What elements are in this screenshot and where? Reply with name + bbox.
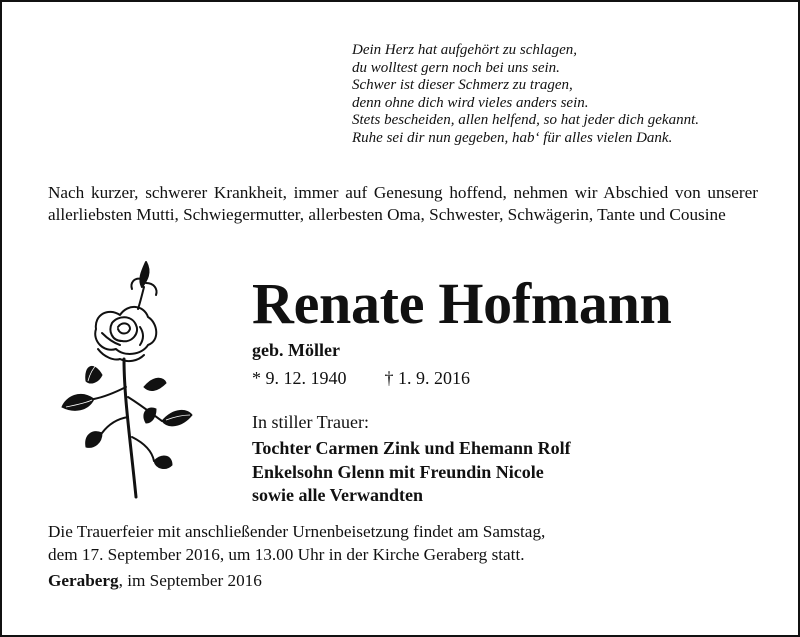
poem-line: Ruhe sei dir nun gegeben, hab‘ für alles vielen Dank.: [352, 129, 673, 146]
poem-line: Dein Herz hat aufgehört zu schlagen,: [352, 42, 577, 58]
rose-icon: [58, 257, 198, 507]
poem: [352, 42, 772, 148]
place-date: , im September 2016: [118, 571, 262, 590]
poem-line: Schwer ist dieser Schmerz zu tragen,: [352, 77, 573, 94]
place-date-line: [48, 571, 262, 591]
mourner-line: Tochter Carmen Zink und Ehemann Rolf: [252, 438, 571, 458]
service-line: dem 17. September 2016, um 13.00 Uhr in der Kirche Geraberg statt.: [48, 545, 525, 564]
poem-line: du wolltest gern noch bei uns sein.: [352, 59, 560, 76]
poem-line: denn ohne dich wird vieles anders sein.: [352, 94, 589, 111]
maiden-name: geb. Möller: [252, 340, 340, 360]
life-dates: [252, 368, 470, 389]
poem-line: Stets bescheiden, allen helfend, so hat jeder dich gekannt.: [352, 112, 699, 129]
place-town: Geraberg: [48, 571, 119, 590]
mourners-list: [252, 437, 571, 508]
deceased-name: Renate Hofmann: [252, 271, 672, 336]
birth-date: * 9. 12. 1940: [252, 368, 347, 388]
service-line: Die Trauerfeier mit anschließender Urnenbeisetzung findet am Samstag,: [48, 522, 546, 541]
death-date: † 1. 9. 2016: [384, 368, 470, 388]
service-info: [48, 520, 768, 566]
mourner-line: sowie alle Verwandten: [252, 485, 423, 505]
intro-text: Nach kurzer, schwerer Krankheit, immer auf Genesung hoffend, nehmen wir Abschied von unserer allerliebsten Mutti, Schwiegermutter, allerbesten Oma, Schwester, Schwägerin, Tante und Cousine: [48, 183, 758, 224]
mourner-line: Enkelsohn Glenn mit Freundin Nicole: [252, 461, 544, 482]
mourning-label: In stiller Trauer:: [252, 412, 369, 432]
